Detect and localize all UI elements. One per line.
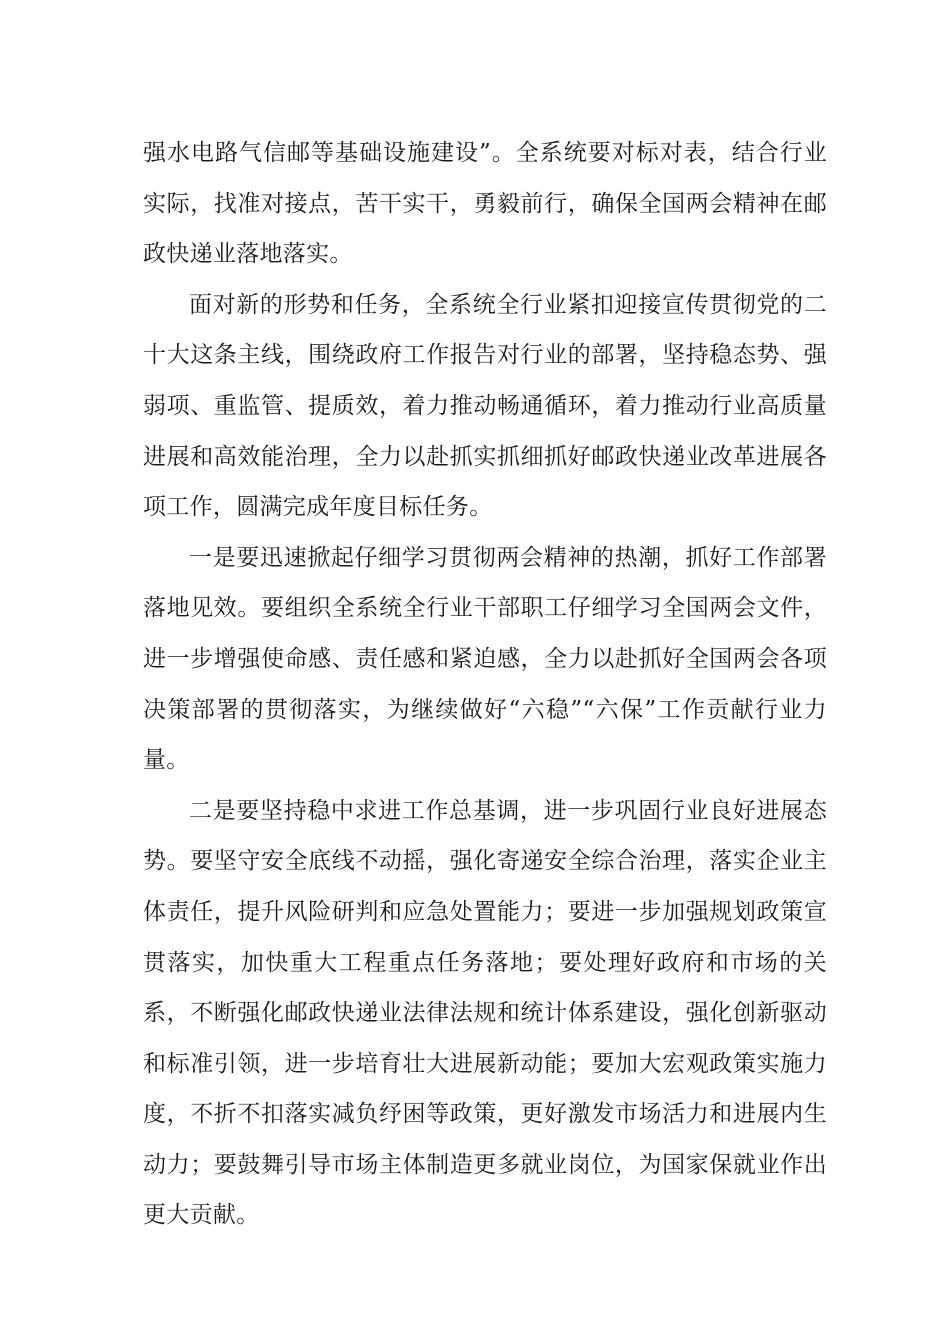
paragraph-situation-tasks: 面对新的形势和任务，全系统全行业紧扣迎接宣传贯彻党的二十大这条主线，围绕政府工作报告对行业的部署，坚持稳态势、强弱项、重监管、提质效，着力推动畅通循环，着力推动行业高质量进展和高效能治理，全力以赴抓实抓细抓好邮政快递业改革进展各项工作，圆满完成年度目标任务。 bbox=[143, 291, 827, 521]
paragraph-point-one: 一是要迅速掀起仔细学习贯彻两会精神的热潮，抓好工作部署落地见效。要组织全系统全行业干部职工仔细学习全国两会文件，进一步增强使命感、责任感和紧迫感，全力以赴抓好全国两会各项决策部署的贯彻落实，为继续做好“六稳”“六保”工作贡献行业力量。 bbox=[143, 544, 827, 774]
paragraph-point-two: 二是要坚持稳中求进工作总基调，进一步巩固行业良好进展态势。要坚守安全底线不动摇，强化寄递安全综合治理，落实企业主体责任，提升风险研判和应急处置能力；要进一步加强规划政策宣贯落实，加快重大工程重点任务落地；要处理好政府和市场的关系，不断强化邮政快递业法律法规和统计体系建设，强化创新驱动和标准引领，进一步培育壮大进展新动能；要加大宏观政策实施力度，不折不扣落实减负纾困等政策，更好激发市场活力和进展内生动力；要鼓舞引导市场主体制造更多就业岗位，为国家保就业作出更大贡献。 bbox=[143, 797, 827, 1229]
paragraph-continuation: 强水电路气信邮等基础设施建设”。全系统要对标对表，结合行业实际，找准对接点，苦干实干，勇毅前行，确保全国两会精神在邮政快递业落地落实。 bbox=[143, 140, 827, 268]
document-body bbox=[143, 128, 827, 1241]
